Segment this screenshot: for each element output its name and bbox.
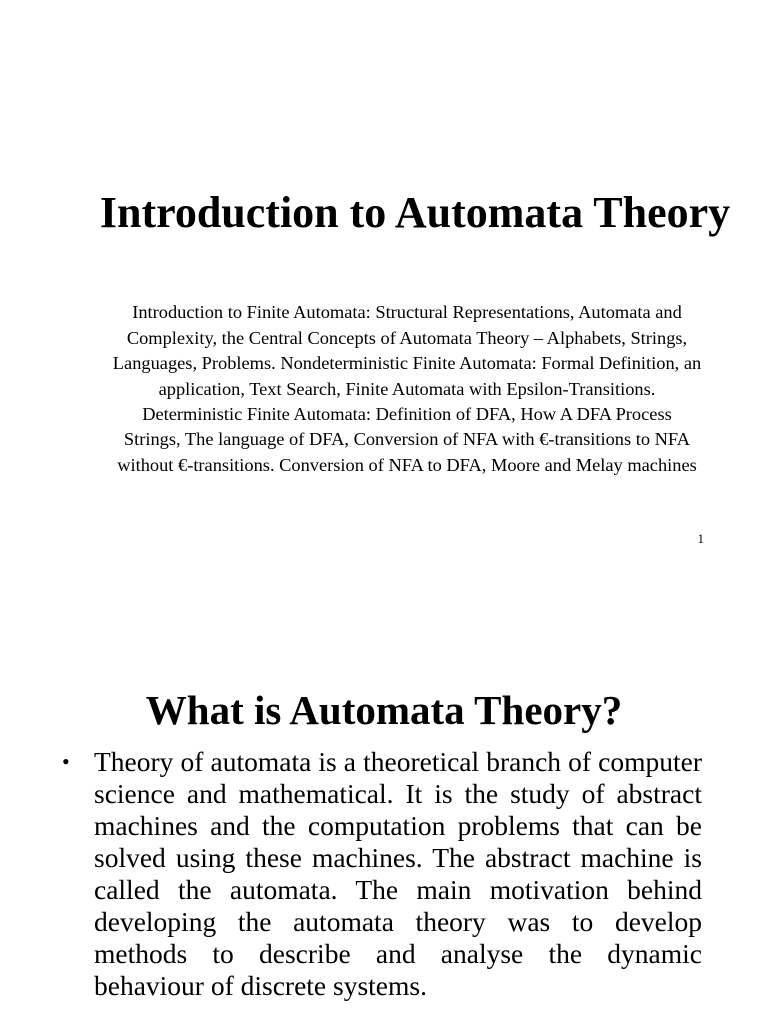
page-number: 1 [697,531,704,546]
bullet-item [62,746,702,1002]
slide-title: Introduction to Automata Theory [99,188,731,238]
slide-2 [0,596,768,1024]
bullet-text: Theory of automata is a theoretical branch of computer science and mathematical. It is the study of abstract machines and the computation problems that can be solved using these machines. The abstract machine is called the automata. The main motivation behind developing the automata theory was to develop methods to describe and analyse the dynamic behaviour of discrete systems. [94,746,702,1001]
bullet-list [62,746,702,1002]
slide-title: What is Automata Theory? [145,687,623,734]
slide-subtitle: Introduction to Finite Automata: Structural Representations, Automata and Complexity, the Central Concepts of Automata Theory – Alphabets, Strings, Languages, Problems. Nondeterministic Finite Automata: Formal Definition, an application, Text Search, Finite Automata with Epsilon-Transitions. Deterministic Finite Automata: Definition of DFA, How A DFA Process Strings, The language of DFA, Conversion of NFA with €-transitions to NFA without €-transitions. Conversion of NFA to DFA, Moore and Melay machines [112,302,702,475]
bullet-icon: • [62,749,70,774]
